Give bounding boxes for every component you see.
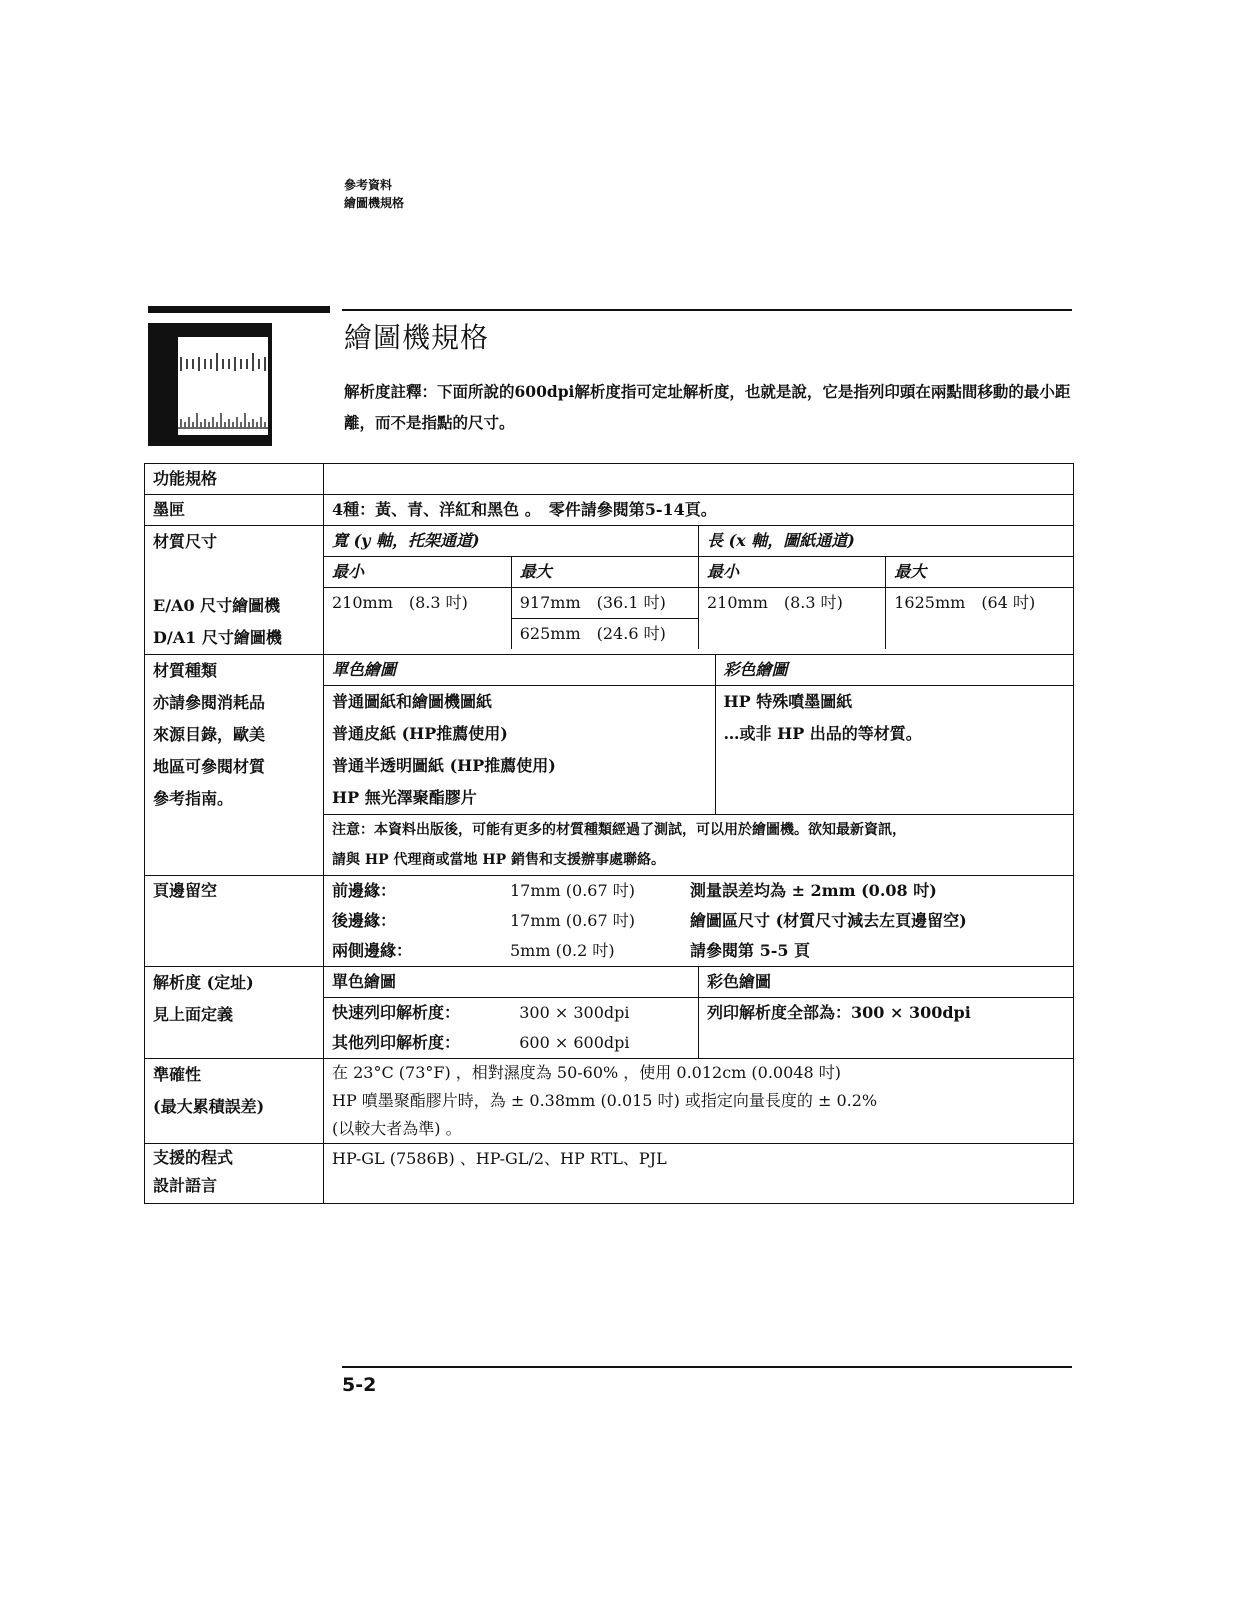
section-rule-right [342, 309, 1072, 311]
accuracy-label [145, 1059, 324, 1144]
ink-value: 4種：黃、青、洋紅和黑色 。 零件請參閱第5-14頁。 [324, 495, 1074, 526]
e-width-max: 917mm (36.1 吋) [511, 588, 698, 619]
running-header-line1: 參考資料 [344, 178, 393, 192]
table-row-media-type [145, 655, 1074, 876]
media-size-subtable [324, 526, 1073, 649]
media-type-label-line: 參考指南。 [153, 789, 234, 808]
accuracy-line: (以較大者為準) 。 [332, 1119, 462, 1138]
length-max-header: 最大 [886, 557, 1073, 588]
running-header [344, 176, 404, 212]
accuracy-label-line: 準確性 [153, 1065, 202, 1084]
media-note-line2: 請與 HP 代理商或當地 HP 銷售和支援辦事處聯絡。 [332, 852, 666, 868]
list-item: 普通半透明圖紙 (HP推薦使用) [332, 756, 556, 775]
length-min-header: 最小 [699, 557, 886, 588]
table-row-accuracy [145, 1059, 1074, 1144]
media-type-label-line: 地區可參閱材質 [153, 757, 266, 776]
languages-label-line: 設計語言 [153, 1176, 218, 1195]
width-max-header: 最大 [511, 557, 698, 588]
color-res-value: 列印解析度全部為：300 × 300dpi [707, 1003, 971, 1022]
length-header: 長 (x 軸，圖紙通道) [699, 526, 1074, 557]
ruler-logo [148, 323, 272, 446]
res-color-header: 彩色繪圖 [699, 967, 1074, 998]
margin-note: 測量誤差均為 ± 2mm (0.08 吋) [690, 881, 937, 900]
mono-header: 單色繪圖 [324, 655, 715, 686]
margin-name: 後邊緣： [332, 911, 397, 930]
resolution-subtable [324, 967, 1073, 1058]
e-width-min: 210mm (8.3 吋) [324, 588, 511, 650]
margin-value: 5mm (0.2 吋) [510, 941, 615, 960]
spec-table [144, 463, 1074, 1204]
list-item: 普通皮紙 (HP推薦使用) [332, 724, 508, 743]
ruler-icon [178, 337, 268, 435]
media-type-label-line: 來源目錄，歐美 [153, 725, 266, 744]
accuracy-line: HP 噴墨聚酯膠片時，為 ± 0.38mm (0.015 吋) 或指定向量長度的 ± 0.2% [332, 1091, 878, 1110]
languages-label-line: 支援的程式 [153, 1148, 234, 1167]
media-size-label: 材質尺寸 [153, 532, 218, 551]
table-row-resolution [145, 967, 1074, 1059]
table-row-languages [145, 1144, 1074, 1204]
section-rule-left [148, 306, 330, 313]
d-size-label: D/A1 尺寸繪圖機 [153, 628, 282, 647]
color-media-list [715, 686, 1073, 815]
fast-res-value: 300 × 300dpi [511, 998, 698, 1029]
color-header: 彩色繪圖 [715, 655, 1073, 686]
fast-res-label: 快速列印解析度： [332, 1003, 461, 1022]
accuracy-value [324, 1059, 1074, 1144]
media-type-subtable [324, 655, 1073, 875]
list-item: HP 無光澤聚酯膠片 [332, 788, 477, 807]
media-size-grid [324, 526, 1074, 655]
running-header-line2: 繪圖機規格 [344, 196, 405, 210]
margin-value: 17mm (0.67 吋) [510, 881, 635, 900]
media-type-label-line: 材質種類 [153, 661, 218, 680]
media-note [324, 815, 1073, 876]
media-size-labels [145, 526, 324, 655]
other-res-label: 其他列印解析度： [332, 1033, 461, 1052]
accuracy-line: 在 23°C (73°F) ，相對濕度為 50-60% ，使用 0.012cm (0.0048 吋) [332, 1063, 841, 1082]
table-row-media-size [145, 526, 1074, 655]
margin-name: 兩側邊緣： [332, 941, 413, 960]
accuracy-label-line: (最大累積誤差) [153, 1097, 265, 1116]
functional-spec-label: 功能規格 [145, 464, 324, 495]
media-type-content [324, 655, 1074, 876]
page-title: 繪圖機規格 [344, 321, 490, 354]
table-row-ink [145, 495, 1074, 526]
functional-spec-blank [324, 464, 1074, 495]
width-header: 寬 (y 軸，托架通道) [324, 526, 699, 557]
resolution-label [145, 967, 324, 1059]
other-res-value: 600 × 600dpi [511, 1028, 698, 1058]
table-row-margins [145, 876, 1074, 967]
footer-rule [342, 1366, 1072, 1368]
length-max-value: 1625mm (64 吋) [894, 593, 1036, 612]
resolution-note: 解析度註釋：下面所說的600dpi解析度指可定址解析度，也就是說，它是指列印頭在兩點間移動的最小距離，而不是指點的尺寸。 [344, 382, 1071, 432]
resolution-content [324, 967, 1074, 1059]
margin-value: 17mm (0.67 吋) [510, 911, 635, 930]
list-item: HP 特殊噴墨圖紙 [723, 692, 853, 711]
margin-note: 請參閱第 5-5 頁 [690, 941, 811, 960]
page-number: 5-2 [342, 1374, 377, 1396]
margin-note: 繪圖區尺寸 (材質尺寸減去左頁邊留空) [690, 911, 967, 930]
margins-subtable [332, 876, 1065, 966]
list-item: 普通圖紙和繪圖機圖紙 [332, 692, 493, 711]
d-width-max: 625mm (24.6 吋) [511, 619, 698, 650]
e-size-label: E/A0 尺寸繪圖機 [153, 596, 281, 615]
table-row-functional [145, 464, 1074, 495]
mono-media-list [324, 686, 715, 815]
resolution-label-line: 解析度 (定址) [153, 973, 254, 992]
res-mono-header: 單色繪圖 [324, 967, 699, 998]
margin-name: 前邊緣： [332, 881, 397, 900]
media-note-line1: 注意：本資料出版後，可能有更多的材質種類經過了測試，可以用於繪圖機。欲知最新資訊， [332, 822, 906, 838]
media-type-label-line: 亦請參閱消耗品 [153, 693, 266, 712]
languages-value: HP-GL (7586B) 、HP-GL/2、HP RTL、PJL [324, 1144, 1074, 1204]
media-type-label [145, 655, 324, 876]
margins-content [324, 876, 1074, 967]
ink-label: 墨匣 [145, 495, 324, 526]
resolution-label-line: 見上面定義 [153, 1005, 234, 1024]
width-min-header: 最小 [324, 557, 511, 588]
list-item: …或非 HP 出品的等材質。 [723, 724, 922, 743]
margins-label: 頁邊留空 [145, 876, 324, 967]
length-min-value: 210mm (8.3 吋) [699, 588, 886, 650]
languages-label [145, 1144, 324, 1204]
